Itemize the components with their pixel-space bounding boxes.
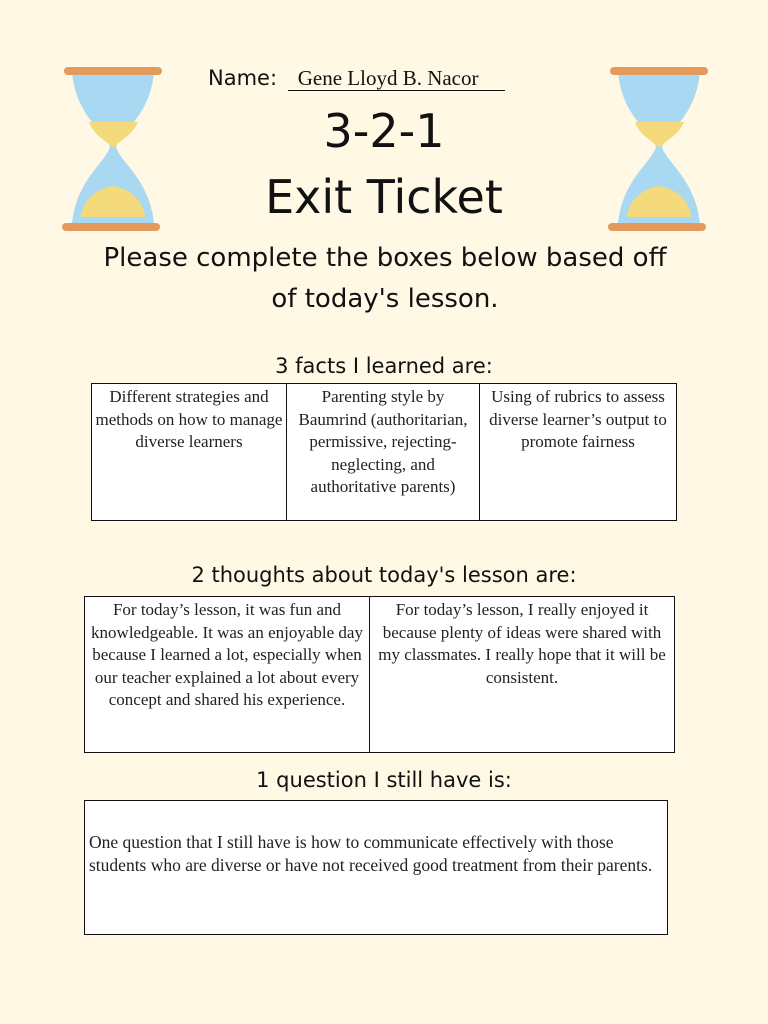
facts-heading: 3 facts I learned are: [275,354,493,378]
thought-cell-1[interactable]: For today’s lesson, it was fun and knowledgeable. It was an enjoyable day because I learned a lot, especially when our teacher explained a lot about every concept and shared his experience. [85,597,370,753]
title-321: 3-2-1 [323,104,445,158]
question-heading: 1 question I still have is: [256,768,512,792]
question-box[interactable] [84,800,668,935]
facts-table [91,383,677,521]
fact-cell-3[interactable]: Using of rubrics to assess diverse learner’s output to promote fairness [480,384,677,521]
instructions: Please complete the boxes below based off of today's lesson. [103,243,667,314]
name-row [208,66,505,91]
thoughts-table [84,596,675,753]
fact-cell-1[interactable]: Different strategies and methods on how to manage diverse learners [92,384,287,521]
thoughts-heading: 2 thoughts about today's lesson are: [191,563,577,587]
name-label: Name: [208,66,278,90]
thought-cell-2[interactable]: For today’s lesson, I really enjoyed it because plenty of ideas were shared with my classmates. I really hope that it will be consistent. [370,597,675,753]
fact-cell-2[interactable]: Parenting style by Baumrind (authoritarian, permissive, rejecting-neglecting, and authoritative parents) [287,384,480,521]
name-field[interactable]: Gene Lloyd B. Nacor [288,66,505,91]
title-exit-ticket: Exit Ticket [265,170,503,224]
question-text: One question that I still have is how to communicate effectively with those students who are diverse or have not received good treatment from their parents. [89,832,653,875]
